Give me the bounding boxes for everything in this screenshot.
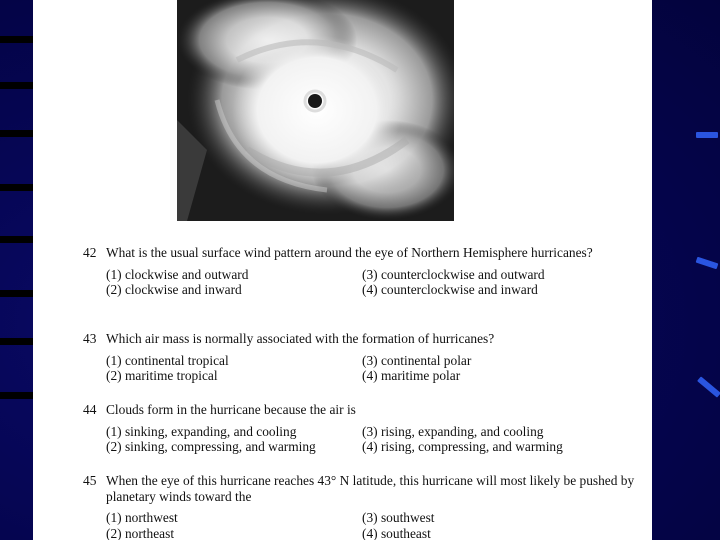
answer-option[interactable]: (4) rising, compressing, and warming [362,439,563,454]
answer-options [106,267,643,298]
exam-page [33,0,652,540]
question-43 [83,331,643,384]
answer-option[interactable]: (1) continental tropical [106,352,229,368]
left-decoration [0,0,33,540]
answer-option[interactable]: (2) maritime tropical [106,368,218,383]
question-number: 45 [83,473,97,488]
question-text: What is the usual surface wind pattern around the eye of Northern Hemisphere hurricanes? [106,245,593,260]
question-text: Clouds form in the hurricane because the air is [106,402,356,417]
answer-option[interactable]: (2) northeast [106,525,175,540]
answer-option[interactable]: (4) southeast [362,525,431,540]
answer-options [106,353,643,384]
question-number: 43 [83,331,97,346]
answer-option[interactable]: (2) sinking, compressing, and warming [106,439,316,454]
answer-option[interactable]: (3) southwest [362,510,435,525]
answer-option[interactable]: (2) clockwise and inward [106,282,242,297]
answer-options [106,424,643,455]
answer-options [106,510,643,540]
question-text: When the eye of this hurricane reaches 43° N latitude, this hurricane will most likely be pushed by planetary winds toward the [106,473,635,504]
answer-option[interactable]: (3) rising, expanding, and cooling [362,423,544,439]
question-44 [83,402,643,455]
right-decoration [652,0,720,540]
question-42 [83,245,643,298]
answer-option[interactable]: (4) maritime polar [362,368,461,383]
hurricane-satellite-image [177,0,454,221]
answer-option[interactable]: (1) sinking, expanding, and cooling [106,423,297,439]
hurricane-illustration [177,0,454,221]
question-45 [83,473,643,540]
answer-option[interactable]: (1) clockwise and outward [106,266,249,282]
answer-option[interactable]: (3) counterclockwise and outward [362,266,545,282]
answer-option[interactable]: (4) counterclockwise and inward [362,282,538,297]
question-text: Which air mass is normally associated with the formation of hurricanes? [106,331,495,346]
answer-option[interactable]: (1) northwest [106,510,178,525]
question-number: 44 [83,402,97,417]
answer-option[interactable]: (3) continental polar [362,352,472,368]
question-number: 42 [83,245,97,260]
